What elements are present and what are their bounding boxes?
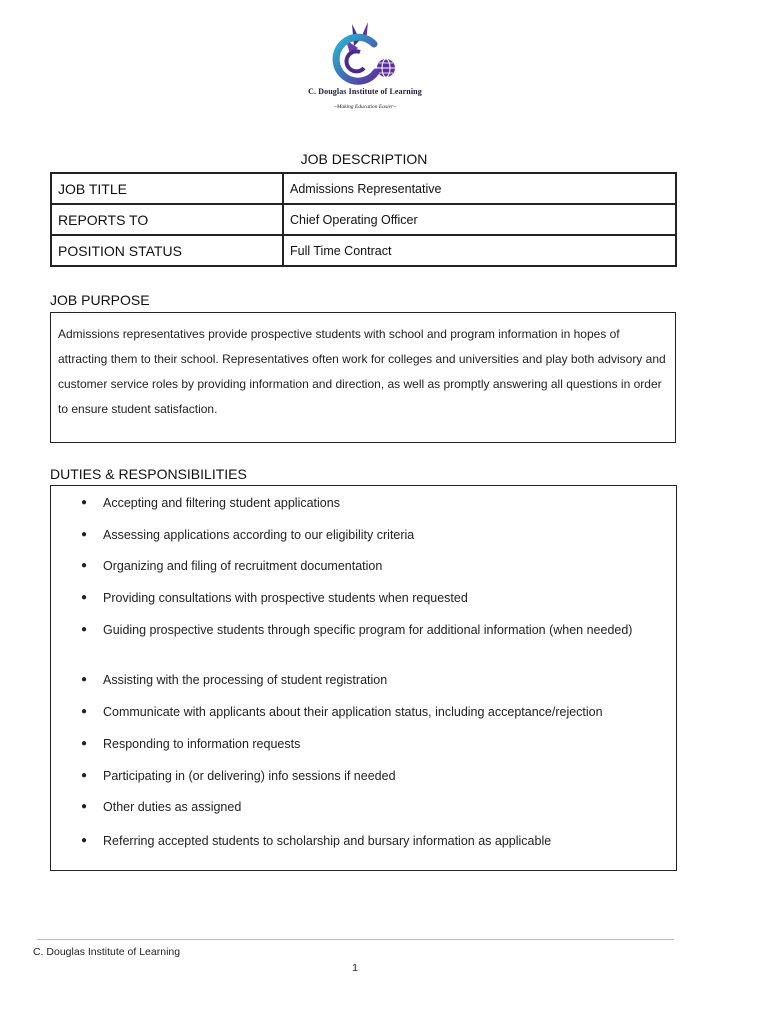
job-purpose-box bbox=[50, 312, 676, 443]
bullet-icon: ● bbox=[81, 770, 88, 781]
bullet-icon: ● bbox=[81, 706, 88, 717]
duty-text: Communicate with applicants about their application status, including acceptance/rejection bbox=[103, 705, 603, 719]
bullet-icon: ● bbox=[81, 497, 88, 508]
duty-text: Other duties as assigned bbox=[103, 800, 242, 814]
duty-text: Responding to information requests bbox=[103, 737, 301, 751]
duties-box bbox=[50, 485, 677, 871]
page-title: JOB DESCRIPTION bbox=[300, 151, 428, 167]
bullet-icon: ● bbox=[81, 529, 88, 540]
bullet-icon: ● bbox=[81, 560, 88, 571]
bullet-icon: ● bbox=[81, 738, 88, 749]
table-row bbox=[51, 173, 676, 204]
globe-icon bbox=[377, 59, 395, 77]
list-item bbox=[81, 621, 661, 639]
footer-organization: C. Douglas Institute of Learning bbox=[33, 946, 181, 958]
logo-tagline: ~Making Education Easier~ bbox=[333, 104, 397, 110]
position-status-label: POSITION STATUS bbox=[51, 235, 283, 266]
footer-divider bbox=[37, 939, 674, 940]
list-item bbox=[81, 494, 661, 512]
duty-text: Organizing and filing of recruitment documentation bbox=[103, 559, 383, 573]
reports-to-value: Chief Operating Officer bbox=[283, 204, 676, 235]
bullet-icon: ● bbox=[81, 801, 88, 812]
list-item bbox=[81, 671, 661, 689]
list-item bbox=[81, 767, 661, 785]
list-item bbox=[81, 526, 661, 544]
job-title-label: JOB TITLE bbox=[51, 173, 283, 204]
job-title-value: Admissions Representative bbox=[283, 173, 676, 204]
page-number: 1 bbox=[352, 962, 358, 974]
list-item bbox=[81, 557, 661, 575]
duties-heading: DUTIES & RESPONSIBILITIES bbox=[50, 466, 247, 482]
table-row bbox=[51, 235, 676, 266]
institute-logo bbox=[290, 16, 440, 126]
duty-text: Participating in (or delivering) info sessions if needed bbox=[103, 769, 396, 783]
duty-text: Providing consultations with prospective students when requested bbox=[103, 591, 468, 605]
job-info-table bbox=[50, 172, 677, 267]
duty-text: Guiding prospective students through specific program for additional information (when needed) bbox=[103, 623, 633, 637]
bullet-icon: ● bbox=[81, 674, 88, 685]
job-purpose-text: Admissions representatives provide prospective students with school and program information in hopes of attracting them to their school. Representatives often work for colleges and universities and play both advisory and customer service roles by providing information and direction, as well as promptly answering all questions in order to ensure student satisfaction. bbox=[58, 327, 666, 416]
bullet-icon: ● bbox=[81, 624, 88, 635]
list-item bbox=[81, 735, 661, 753]
list-item bbox=[81, 589, 661, 607]
reports-to-label: REPORTS TO bbox=[51, 204, 283, 235]
logo-org-name: C. Douglas Institute of Learning bbox=[308, 87, 422, 96]
list-item bbox=[81, 798, 661, 816]
table-row bbox=[51, 204, 676, 235]
position-status-value: Full Time Contract bbox=[283, 235, 676, 266]
bullet-icon: ● bbox=[81, 592, 88, 603]
duty-text: Referring accepted students to scholarship and bursary information as applicable bbox=[103, 834, 552, 848]
list-item bbox=[81, 703, 661, 721]
bullet-icon: ● bbox=[81, 835, 88, 846]
duty-text: Assisting with the processing of student registration bbox=[103, 673, 388, 687]
list-item bbox=[81, 832, 661, 850]
job-purpose-heading: JOB PURPOSE bbox=[50, 292, 150, 308]
institute-logo-icon bbox=[290, 16, 440, 88]
duty-text: Accepting and filtering student applications bbox=[103, 496, 340, 510]
duty-text: Assessing applications according to our eligibility criteria bbox=[103, 528, 415, 542]
